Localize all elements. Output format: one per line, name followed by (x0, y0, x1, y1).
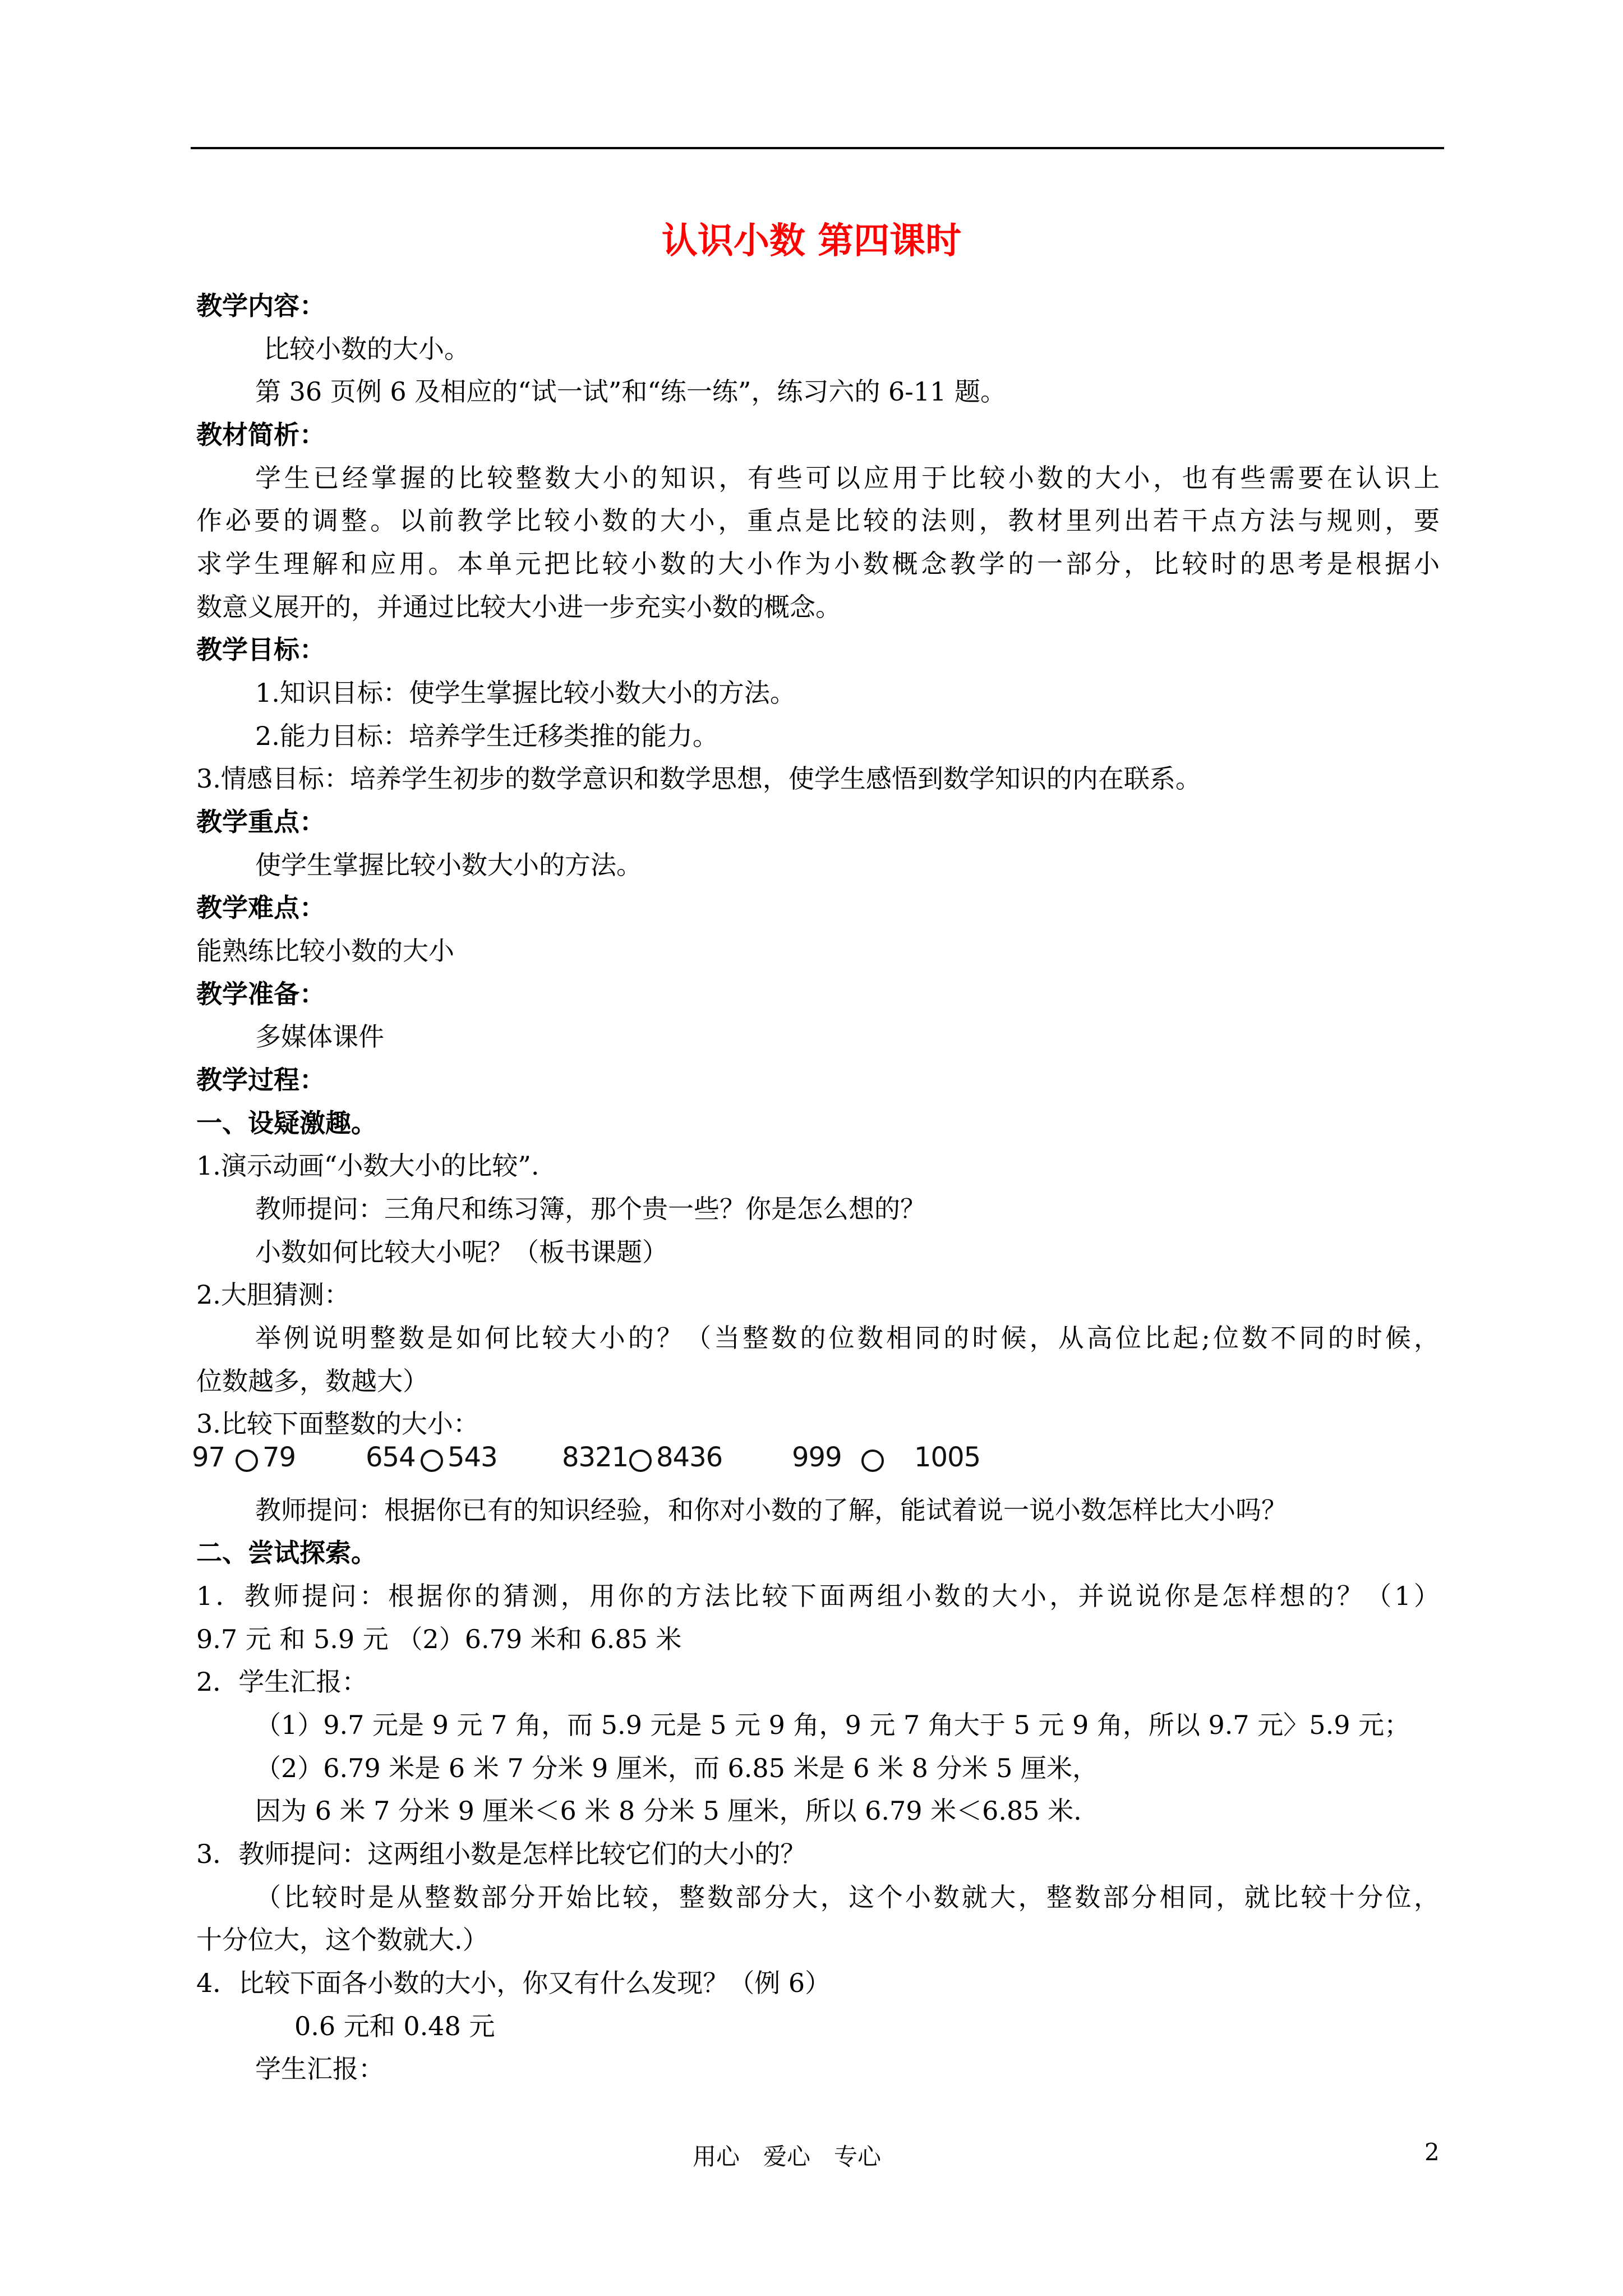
part-2-line-9: 十分位大，这个数就大.） (196, 1925, 488, 1955)
part-1-line-7: 3.比较下面整数的大小： (196, 1409, 479, 1439)
part-2-line-10: 4．比较下面各小数的大小，你又有什么发现？（例 6） (196, 1968, 831, 1998)
compare-3-right: 8436 (656, 1442, 723, 1473)
part-2-line-7: 3．教师提问：这两组小数是怎样比较它们的大小的？ (196, 1839, 806, 1869)
header-rule (191, 147, 1444, 149)
compare-4-right: 1005 (914, 1442, 981, 1473)
section-heading-analysis: 教材简析： (196, 420, 325, 450)
part-1-line-5: 举例说明整数是如何比较大小的？（当整数的位数相同的时候，从高位比起;位数不同的时候， (255, 1323, 1440, 1353)
part-2-line-2: 9.7 元 和 5.9 元 （2）6.79 米和 6.85 米 (196, 1624, 682, 1654)
section-heading-key-points: 教学重点： (196, 807, 325, 837)
analysis-line-4: 数意义展开的，并通过比较大小进一步充实小数的概念。 (196, 592, 841, 622)
part-1-line-3: 小数如何比较大小呢？（板书课题） (255, 1237, 668, 1267)
analysis-line-1: 学生已经掌握的比较整数大小的知识，有些可以应用于比较小数的大小，也有些需要在认识上 (255, 463, 1440, 493)
part-2-line-8: （比较时是从整数部分开始比较，整数部分大，这个小数就大，整数部分相同，就比较十分位， (255, 1882, 1440, 1912)
part-2-line-3: 2．学生汇报： (196, 1667, 368, 1697)
analysis-line-2: 作必要的调整。以前教学比较小数的大小，重点是比较的法则，教材里列出若干点方法与规则，要 (196, 505, 1440, 536)
compare-circle-4 (861, 1450, 884, 1472)
compare-3-left: 8321 (562, 1442, 629, 1473)
content-line-1: 比较小数的大小。 (264, 334, 470, 364)
compare-circle-1 (236, 1450, 258, 1472)
part-1-line-4: 2.大胆猜测： (196, 1280, 350, 1310)
footer-motto: 用心 爱心 专心 (693, 2143, 882, 2170)
section-heading-preparation: 教学准备： (196, 979, 325, 1009)
part-2-line-4: （1）9.7 元是 9 元 7 角，而 5.9 元是 5 元 9 角，9 元 7 角大于 5 元 9 角，所以 9.7 元〉5.9 元； (255, 1710, 1410, 1740)
page-number: 2 (1424, 2138, 1440, 2166)
page-title: 认识小数 第四课时 (661, 220, 962, 262)
compare-2-right: 543 (448, 1442, 497, 1473)
part-1-line-2: 教师提问：三角尺和练习簿，那个贵一些？你是怎么想的？ (255, 1194, 926, 1224)
part-2-line-1: 1．教师提问：根据你的猜测，用你的方法比较下面两组小数的大小，并说说你是怎样想的？（1） (196, 1581, 1440, 1611)
part-2-line-5: （2）6.79 米是 6 米 7 分米 9 厘米，而 6.85 米是 6 米 8 分米 5 厘米， (255, 1753, 1099, 1783)
key-point-line: 使学生掌握比较小数大小的方法。 (255, 850, 642, 880)
part-1-line-8: 教师提问：根据你已有的知识经验，和你对小数的了解，能试着说一说小数怎样比大小吗？ (255, 1495, 1287, 1525)
compare-circle-2 (421, 1450, 443, 1472)
goal-line-3: 3.情感目标：培养学生初步的数学意识和数学思想，使学生感悟到数学知识的内在联系。 (196, 763, 1201, 794)
compare-circle-3 (629, 1450, 652, 1472)
part-2-heading: 二、尝试探索。 (196, 1538, 377, 1568)
part-1-line-6: 位数越多，数越大） (196, 1366, 428, 1396)
part-1-line-1: 1.演示动画“小数大小的比较”. (196, 1151, 540, 1181)
compare-1-left: 97 (192, 1442, 225, 1473)
analysis-line-3: 求学生理解和应用。本单元把比较小数的大小作为小数概念教学的一部分，比较时的思考是根据小 (196, 549, 1440, 579)
compare-2-left: 654 (366, 1442, 416, 1473)
section-heading-goals: 教学目标： (196, 634, 325, 665)
difficulty-line: 能熟练比较小数的大小 (196, 936, 454, 966)
part-1-heading: 一、设疑激趣。 (196, 1108, 377, 1138)
section-heading-content: 教学内容： (196, 291, 325, 321)
part-2-line-11: 0.6 元和 0.48 元 (294, 2011, 495, 2041)
part-2-line-12: 学生汇报： (255, 2054, 384, 2084)
section-heading-difficulties: 教学难点： (196, 892, 325, 923)
content-line-2: 第 36 页例 6 及相应的“试一试”和“练一练”，练习六的 6-11 题。 (255, 376, 1006, 407)
goal-line-1: 1.知识目标：使学生掌握比较小数大小的方法。 (255, 678, 796, 708)
goal-line-2: 2.能力目标：培养学生迁移类推的能力。 (255, 721, 718, 751)
section-heading-process: 教学过程： (196, 1065, 325, 1095)
preparation-line: 多媒体课件 (255, 1022, 384, 1052)
part-2-line-6: 因为 6 米 7 分米 9 厘米＜6 米 8 分米 5 厘米，所以 6.79 米＜6.85 米. (255, 1796, 1082, 1826)
compare-4-left: 999 (792, 1442, 842, 1473)
compare-1-right: 79 (262, 1442, 296, 1473)
